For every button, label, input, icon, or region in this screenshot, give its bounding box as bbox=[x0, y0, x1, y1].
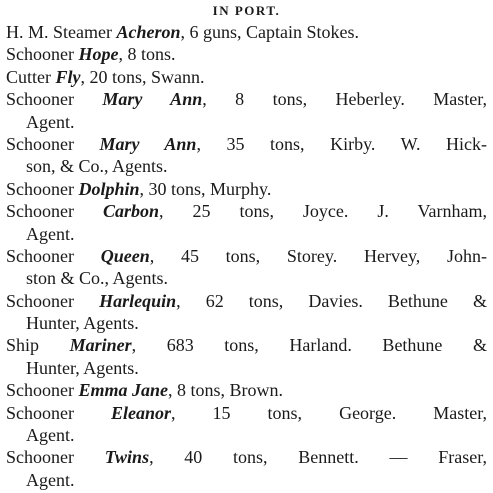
vessel-details: , 30 tons, Murphy. bbox=[139, 178, 272, 199]
vessel-type: Schooner bbox=[6, 89, 103, 110]
entry-line bbox=[6, 334, 487, 356]
list-item bbox=[6, 21, 487, 43]
entry-line bbox=[6, 133, 487, 155]
vessel-name: Acheron bbox=[116, 22, 181, 42]
entry-line bbox=[6, 88, 487, 110]
list-item bbox=[6, 402, 487, 447]
section-heading: IN PORT. bbox=[212, 3, 281, 18]
vessel-type: Schooner bbox=[6, 245, 101, 266]
vessel-type: Schooner bbox=[6, 201, 103, 222]
list-item bbox=[6, 66, 487, 88]
vessel-details: , 8 tons, Heberley. Master, bbox=[202, 89, 488, 110]
vessel-name: Emma Jane bbox=[78, 380, 168, 401]
entry-line bbox=[6, 245, 487, 267]
vessel-name: Harlequin bbox=[99, 290, 177, 311]
vessel-type: Ship bbox=[6, 335, 70, 356]
list-item bbox=[6, 133, 487, 178]
entry-continuation: ston & Co., Agents. bbox=[26, 268, 169, 289]
entry-continuation: Agent. bbox=[26, 223, 75, 244]
list-item bbox=[6, 88, 487, 133]
entry-continuation: Hunter, Agents. bbox=[26, 313, 139, 334]
vessel-name: Mariner bbox=[69, 335, 132, 356]
vessel-details: , 25 tons, Joyce. J. Varnham, bbox=[159, 201, 488, 222]
list-item bbox=[6, 43, 487, 65]
vessel-details: , 45 tons, Storey. Hervey, John- bbox=[149, 245, 487, 266]
vessel-name: Dolphin bbox=[78, 178, 140, 199]
entry-line bbox=[6, 402, 487, 424]
vessel-type: Cutter bbox=[6, 66, 56, 87]
vessel-type: Schooner bbox=[6, 178, 79, 199]
entry-line bbox=[6, 21, 487, 43]
list-item bbox=[6, 379, 487, 401]
entry-line bbox=[6, 200, 487, 222]
list-item bbox=[6, 290, 487, 335]
vessel-type: Schooner bbox=[6, 290, 100, 311]
vessel-details: , 62 tons, Davies. Bethune & bbox=[176, 290, 488, 311]
vessel-name: Twins bbox=[104, 447, 150, 468]
vessel-name: Queen bbox=[100, 245, 150, 266]
list-item bbox=[6, 200, 487, 245]
vessel-details: , 8 tons, Brown. bbox=[168, 380, 284, 401]
vessel-name: Hope bbox=[78, 44, 119, 65]
list-item bbox=[6, 334, 487, 379]
vessel-name: Mary Ann bbox=[102, 89, 203, 110]
vessel-details: , 683 tons, Harland. Bethune & bbox=[131, 335, 488, 356]
vessel-name: Mary Ann bbox=[99, 133, 197, 154]
vessel-name: Carbon bbox=[102, 201, 159, 222]
entry-continuation: son, & Co., Agents. bbox=[26, 156, 168, 177]
entry-line bbox=[6, 446, 487, 468]
entry-line bbox=[6, 178, 487, 200]
vessel-type: Schooner bbox=[6, 447, 105, 468]
list-item bbox=[6, 178, 487, 200]
vessel-details: , 6 guns, Captain Stokes. bbox=[180, 22, 359, 42]
vessel-type: Schooner bbox=[6, 380, 79, 401]
entry-continuation: Hunter, Agents. bbox=[26, 357, 139, 378]
list-item bbox=[6, 245, 487, 290]
entry-continuation: Agent. bbox=[26, 111, 75, 132]
vessel-type: Schooner bbox=[6, 133, 100, 154]
vessel-details: , 40 tons, Bennett. — Fraser, bbox=[149, 447, 487, 468]
entry-line bbox=[6, 379, 487, 401]
entry-line bbox=[6, 290, 487, 312]
entry-continuation: Agent. bbox=[26, 469, 75, 490]
vessel-type: Schooner bbox=[6, 44, 79, 65]
vessel-type: H. M. Steamer bbox=[6, 22, 117, 42]
vessel-details: , 8 tons. bbox=[118, 44, 176, 65]
list-item bbox=[6, 446, 487, 491]
vessel-type: Schooner bbox=[6, 402, 111, 423]
entry-line bbox=[6, 43, 487, 65]
entry-continuation: Agent. bbox=[26, 425, 75, 446]
vessel-name: Fly bbox=[55, 66, 81, 87]
vessel-details: , 15 tons, George. Master, bbox=[171, 402, 487, 423]
entry-line bbox=[6, 66, 487, 88]
vessel-details: , 35 tons, Kirby. W. Hick- bbox=[196, 133, 487, 154]
vessel-details: , 20 tons, Swann. bbox=[80, 66, 205, 87]
vessel-name: Eleanor bbox=[111, 402, 172, 423]
